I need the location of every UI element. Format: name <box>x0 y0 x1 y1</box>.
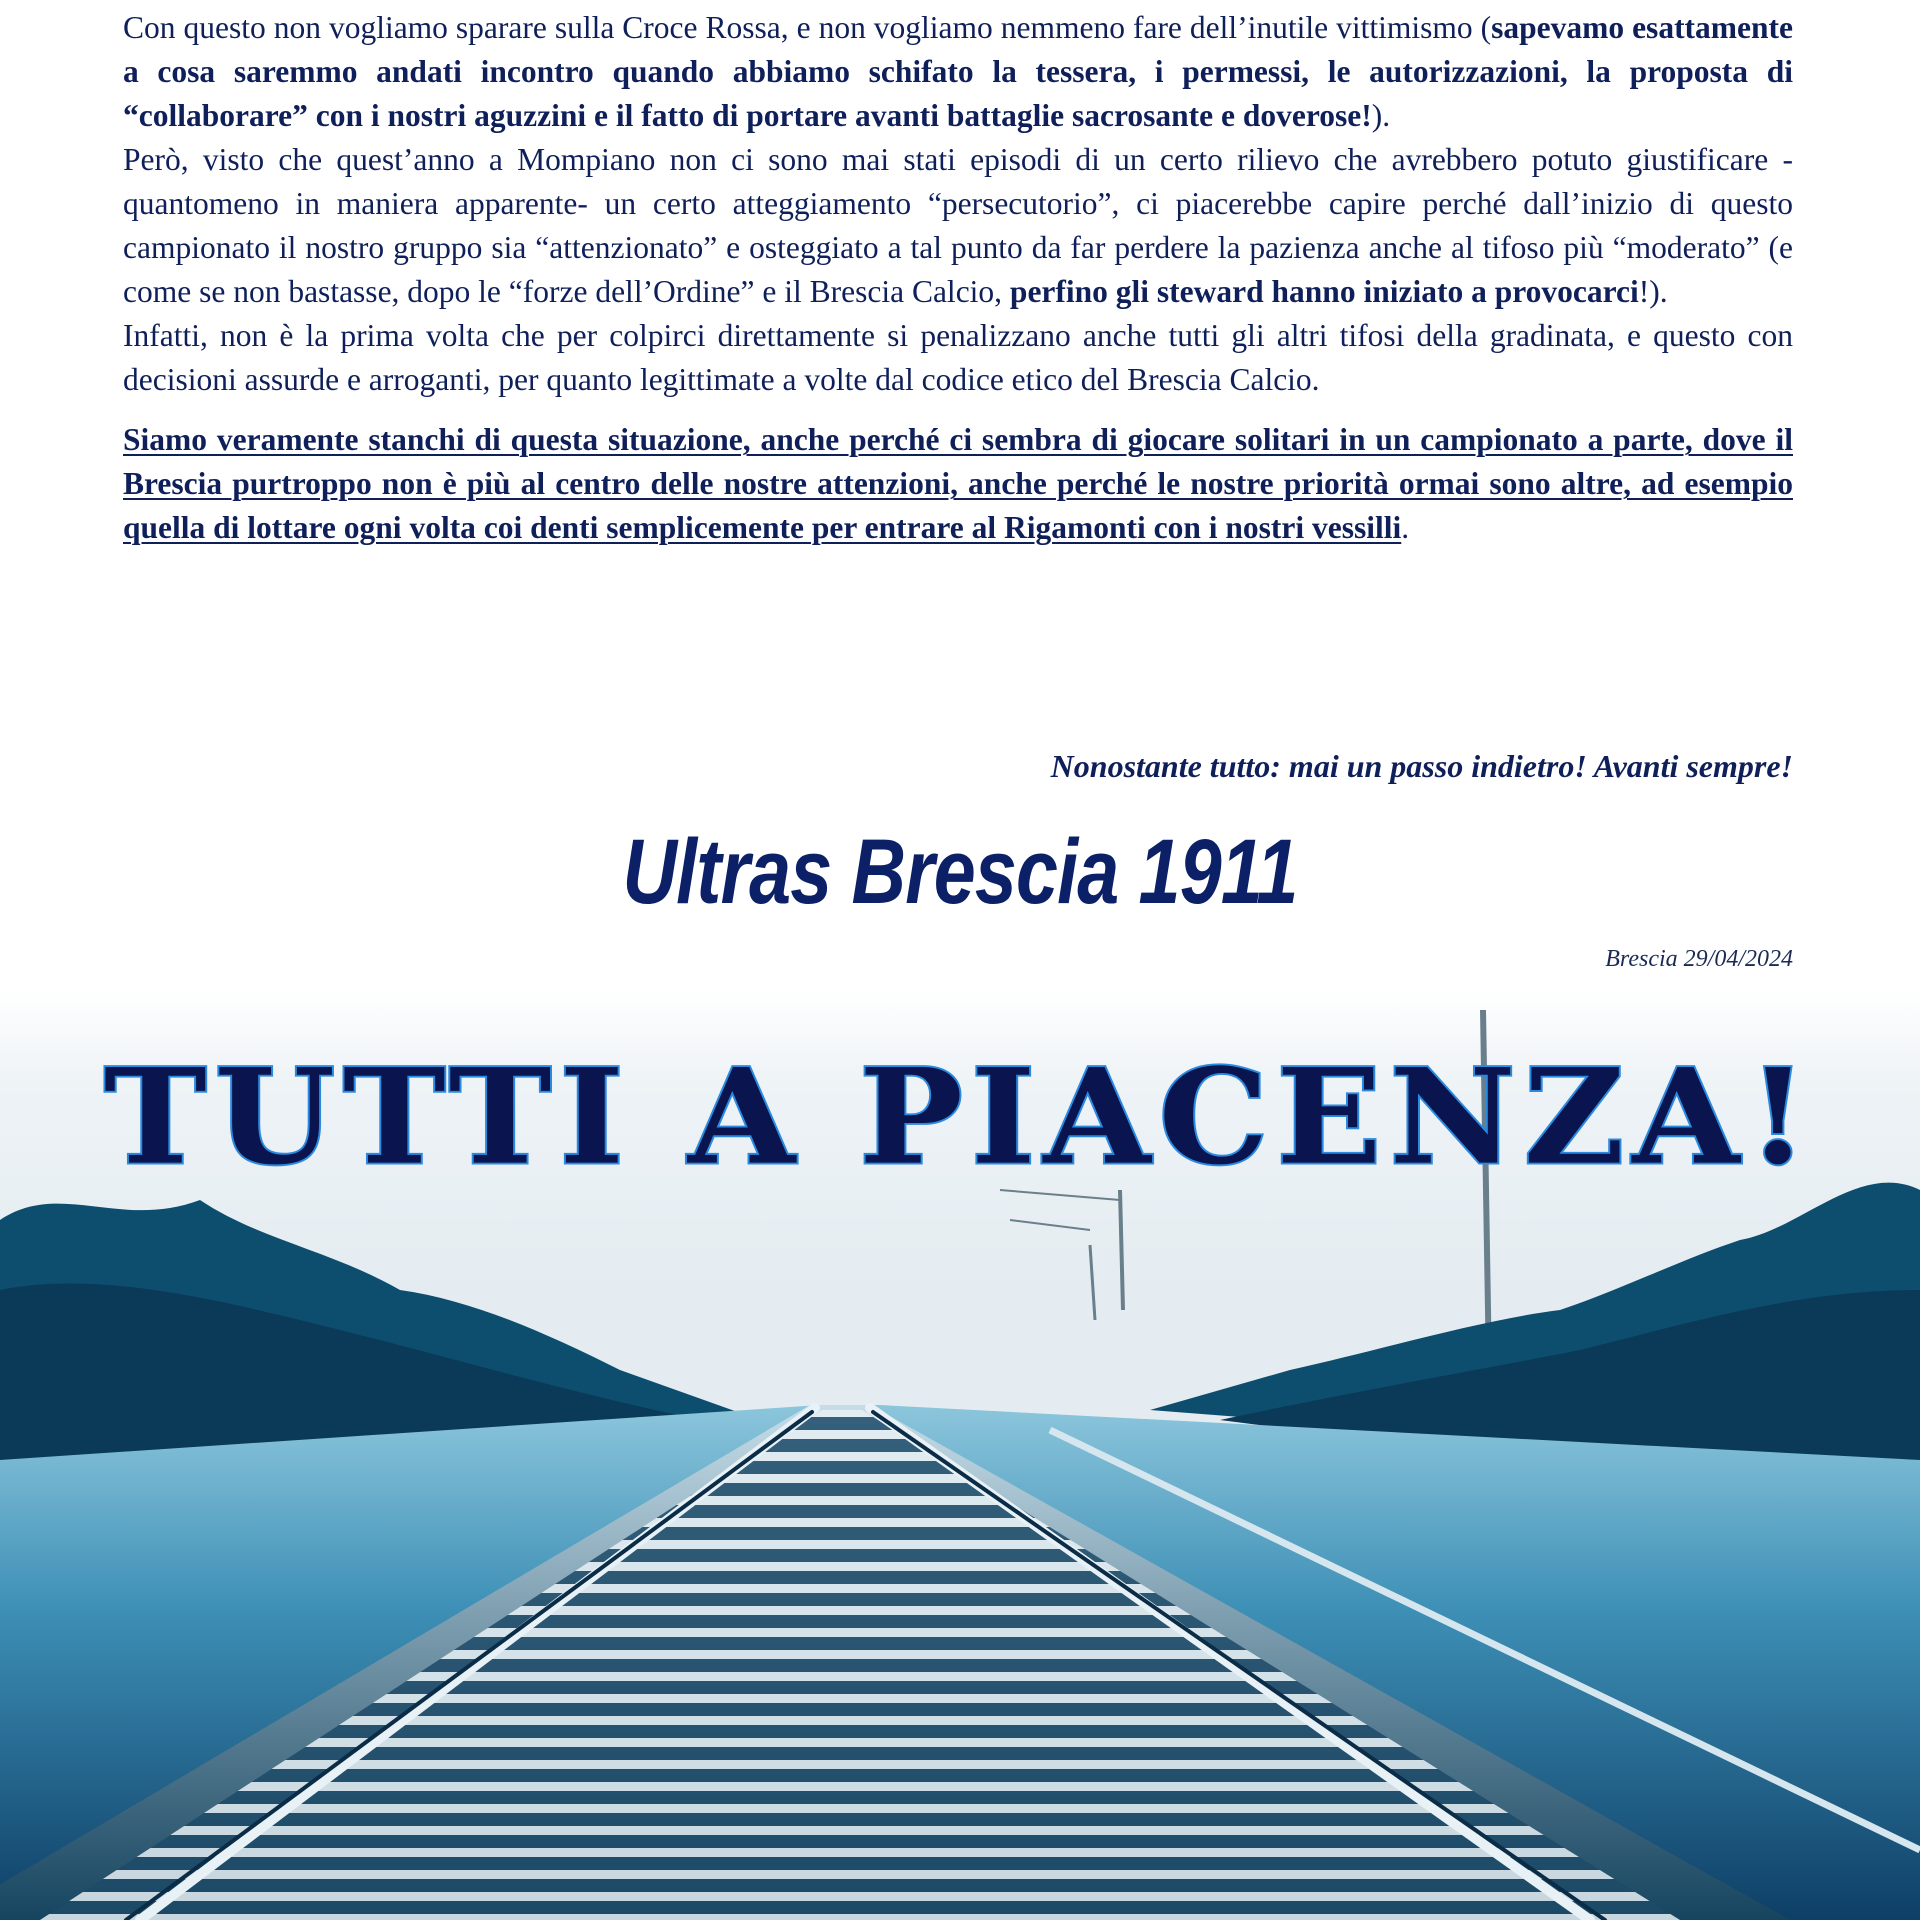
paragraph-2 <box>123 138 1793 314</box>
paragraph-3: Infatti, non è la prima volta che per colpirci direttamente si penalizzano anche tutti gli altri tifosi della gradinata, e questo con decisioni assurde e arroganti, per quanto legittimate a volte dal codice etico del Brescia Calcio. <box>123 318 1793 397</box>
headline: TUTTI A PIACENZA! <box>103 1039 1817 1194</box>
motto: Nonostante tutto: mai un passo indietro! Avanti sempre! <box>1050 748 1793 784</box>
letter-body <box>123 6 1793 550</box>
paragraph-1-text: Con questo non vogliamo sparare sulla Croce Rossa, e non vogliamo nemmeno fare dell’inutile vittimismo ( <box>123 10 1492 45</box>
paragraph-1-bold-text: sapevamo esattamente a cosa saremmo andati incontro quando abbiamo schifato la tessera, i permessi, le autorizzazioni, la proposta di “collaborare” con i nostri aguzzini e il fatto di portare avanti battaglie sacrosante e doverose! <box>123 10 1794 133</box>
paragraph-1-end: ). <box>1371 98 1391 133</box>
dateline: Brescia 29/04/2024 <box>1605 946 1793 972</box>
conclusion-paragraph <box>123 418 1793 550</box>
conclusion-end: . <box>1401 510 1410 545</box>
paragraph-1 <box>123 6 1793 138</box>
signature: Ultras Brescia 1911 <box>622 821 1298 923</box>
paragraph-2-text: Però, visto che quest’anno a Mompiano non ci sono mai stati episodi di un certo rilievo che avrebbero potuto giustificare -quantomeno in maniera apparente- un certo atteggiamento “persecutorio”, ci piacerebbe capire perché dall’inizio di questo campionato il nostro gruppo sia “attenzionato” e osteggiato a tal punto da far perdere la pazienza anche al tifoso più “moderato” (e come se non bastasse, dopo le “forze dell’Ordine” e il Brescia Calcio, <box>123 142 1793 309</box>
conclusion-text: Siamo veramente stanchi di questa situazione, anche perché ci sembra di giocare solitari in un campionato a parte, dove il Brescia purtroppo non è più al centro delle nostre attenzioni, anche perché le nostre priorità ormai sono altre, ad esempio quella di lottare ogni volta coi denti semplicemente per entrare al Rigamonti con i nostri vessilli <box>123 422 1793 545</box>
paragraph-2-end: !). <box>1638 274 1668 309</box>
paragraph-2-bold-text: perfino gli steward hanno iniziato a provocarci <box>1009 274 1639 309</box>
